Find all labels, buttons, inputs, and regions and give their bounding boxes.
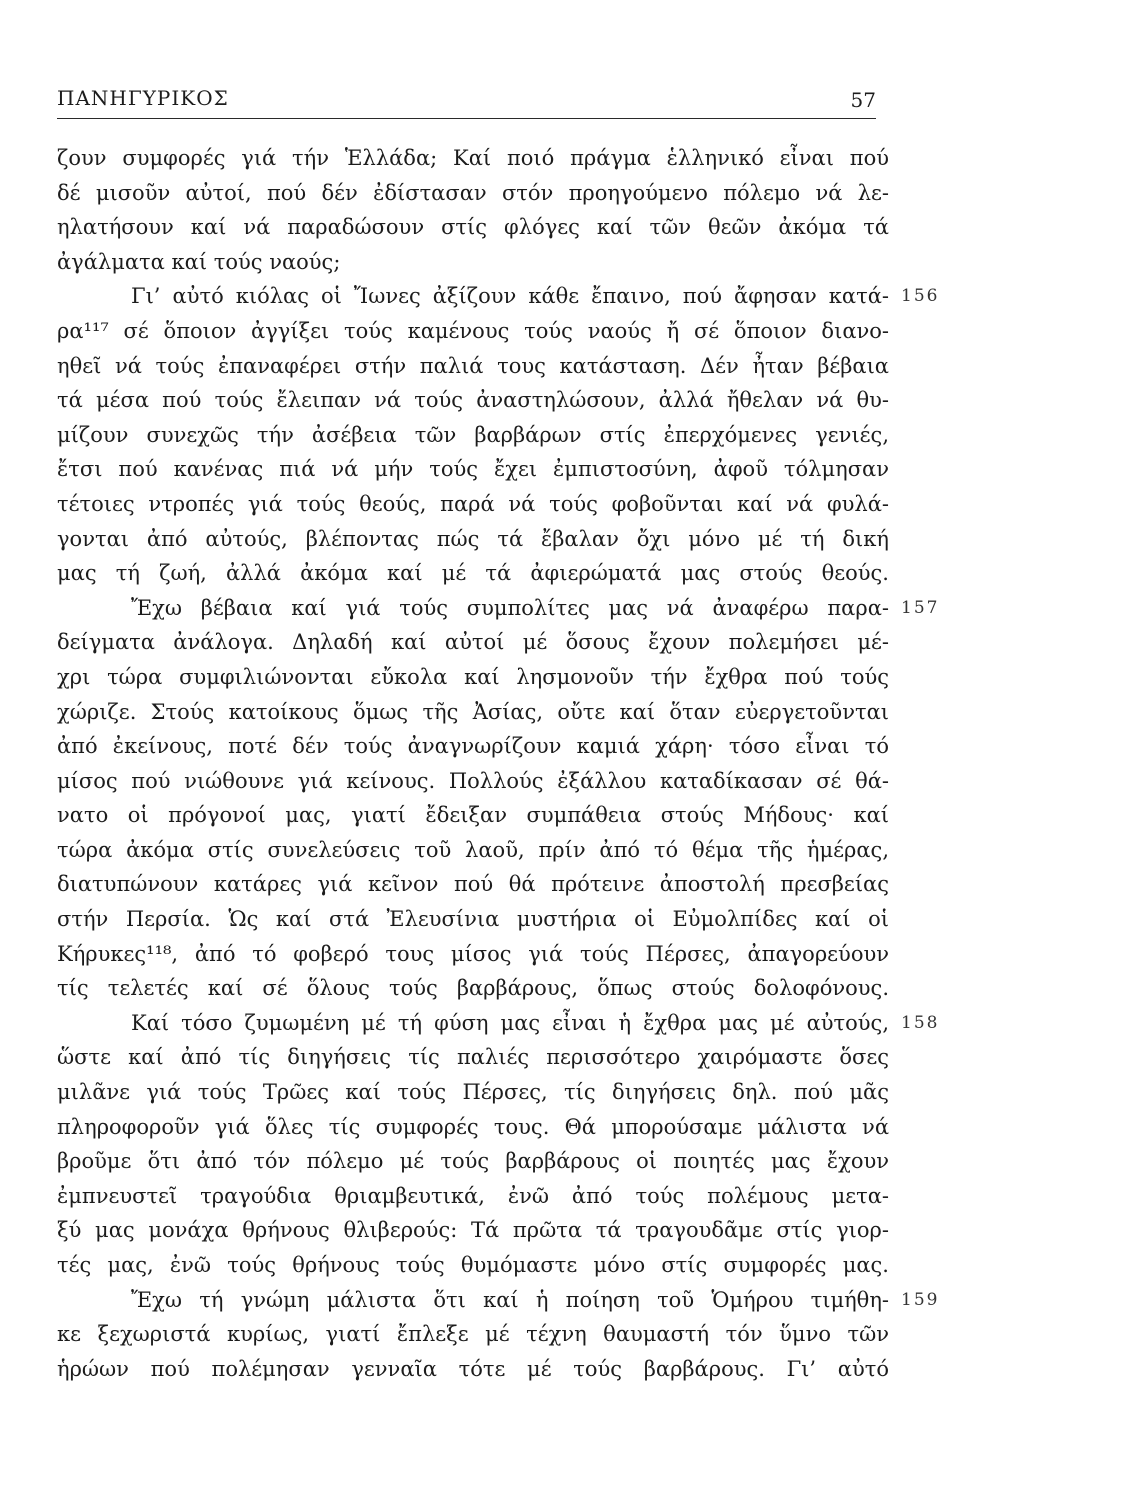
line-text: τέτοιες ντροπές γιά τούς θεούς, παρά νά τούς φοβοῦνται καί νά φυλά- [57, 491, 889, 516]
line-text: μίζουν συνεχῶς τήν ἀσέβεια τῶν βαρβάρων στίς ἐπερχόμενες γενιές, [57, 422, 889, 447]
text-line [57, 383, 889, 418]
text-line [57, 314, 889, 349]
line-text: ηλατήσουν καί νά παραδώσουν στίς φλόγες καί τῶν θεῶν ἀκόμα τά [57, 215, 889, 240]
line-text: χρι τώρα συμφιλιώνονται εὔκολα καί λησμονοῦν τήν ἔχθρα πού τούς [57, 664, 889, 689]
line-text: Κήρυκες¹¹⁸, ἀπό τό φοβερό τους μίσος γιά τούς Πέρσες, ἀπαγορεύουν [57, 941, 889, 966]
line-text: ρα¹¹⁷ σέ ὅποιον ἀγγίξει τούς καμένους τούς ναούς ἤ σέ ὅποιον διανο- [57, 318, 889, 343]
line-text: ἐμπνευστεῖ τραγούδια θριαμβευτικά, ἐνῶ ἀπό τούς πολέμους μετα- [57, 1183, 889, 1208]
text-line [57, 625, 889, 660]
line-text: ἔτσι πού κανένας πιά νά μήν τούς ἔχει ἐμπιστοσύνη, ἀφοῦ τόλμησαν [57, 457, 889, 482]
text-line [57, 418, 889, 453]
line-text: ὥστε καί ἀπό τίς διηγήσεις τίς παλιές περισσότερο χαιρόμαστε ὅσες [57, 1045, 889, 1070]
text-line [57, 1110, 889, 1145]
line-text: ξύ μας μονάχα θρήνους θλιβερούς: Τά πρῶτα τά τραγουδᾶμε στίς γιορ- [57, 1218, 889, 1243]
text-line [57, 902, 889, 937]
text-line [57, 867, 889, 902]
line-text: Καί τόσο ζυμωμένη μέ τή φύση μας εἶναι ἡ ἔχθρα μας μέ αὐτούς, [131, 1010, 889, 1035]
line-text: Ἔχω τή γνώμη μάλιστα ὅτι καί ἡ ποίηση τοῦ Ὁμήρου τιμήθη- [131, 1287, 889, 1312]
text-line [57, 452, 889, 487]
section-number: 156 [901, 286, 940, 307]
text-line [57, 1317, 889, 1352]
text-line [57, 1040, 889, 1075]
section-number: 158 [901, 1012, 940, 1033]
text-line [57, 660, 889, 695]
line-text: μίσος πού νιώθουνε γιά κείνους. Πολλούς ἐξάλλου καταδίκασαν σέ θά- [57, 768, 889, 793]
text-line [57, 1006, 940, 1041]
text-line [57, 1075, 889, 1110]
text-line [57, 556, 889, 591]
line-text: Ἔχω βέβαια καί γιά τούς συμπολίτες μας νά ἀναφέρω παρα- [131, 595, 889, 620]
text-line [57, 349, 889, 384]
text-line [57, 245, 889, 280]
line-text: χώριζε. Στούς κατοίκους ὅμως τῆς Ἀσίας, οὔτε καί ὅταν εὐεργετοῦνται [57, 699, 889, 724]
running-title: ΠΑΝΗΓΥΡΙΚΟΣ [57, 86, 229, 110]
text-line [57, 1283, 940, 1318]
line-text: πληροφοροῦν γιά ὅλες τίς συμφορές τους. Θά μπορούσαμε μάλιστα νά [57, 1114, 889, 1139]
line-text: τώρα ἀκόμα στίς συνελεύσεις τοῦ λαοῦ, πρίν ἀπό τό θέμα τῆς ἡμέρας, [57, 837, 889, 862]
line-text: ζουν συμφορές γιά τήν Ἑλλάδα; Καί ποιό πράγμα ἑλληνικό εἶναι πού [57, 146, 889, 170]
section-number: 157 [901, 597, 940, 618]
line-text: ηθεῖ νά τούς ἐπαναφέρει στήν παλιά τους κατάσταση. Δέν ἦταν βέβαια [57, 353, 889, 378]
text-line [57, 971, 889, 1006]
line-text: νατο οἱ πρόγονοί μας, γιατί ἔδειξαν συμπάθεια στούς Μήδους· καί [57, 803, 889, 828]
text-line [57, 833, 889, 868]
text-line [57, 279, 940, 314]
text-line [57, 141, 889, 176]
line-text: στήν Περσία. Ὡς καί στά Ἐλευσίνια μυστήρια οἱ Εὐμολπίδες καί οἱ [57, 907, 889, 932]
text-line [57, 798, 889, 833]
header-rule [57, 118, 876, 119]
text-line [57, 176, 889, 211]
line-text: βροῦμε ὅτι ἀπό τόν πόλεμο μέ τούς βαρβάρους οἱ ποιητές μας ἔχουν [57, 1149, 889, 1174]
text-line [57, 937, 889, 972]
body-text [57, 141, 940, 1386]
text-line [57, 1144, 889, 1179]
text-line [57, 1352, 889, 1387]
line-text: μας τή ζωή, ἀλλά ἀκόμα καί μέ τά ἀφιερώματά μας στούς θεούς. [57, 561, 889, 586]
line-text: δέ μισοῦν αὐτοί, πού δέν ἐδίστασαν στόν προηγούμενο πόλεμο νά λε- [57, 180, 889, 205]
line-text: τά μέσα πού τούς ἔλειπαν νά τούς ἀναστηλώσουν, ἀλλά ἤθελαν νά θυ- [57, 388, 889, 413]
line-text: τές μας, ἐνῶ τούς θρήνους τούς θυμόμαστε μόνο στίς συμφορές μας. [57, 1253, 889, 1277]
text-line [57, 695, 889, 730]
line-text: γονται ἀπό αὐτούς, βλέποντας πώς τά ἔβαλαν ὄχι μόνο μέ τή δική [57, 526, 889, 551]
text-line [57, 487, 889, 522]
text-line [57, 764, 889, 799]
text-line [57, 1179, 889, 1214]
line-text: ἀπό ἐκείνους, ποτέ δέν τούς ἀναγνωρίζουν καμιά χάρη· τόσο εἶναι τό [57, 734, 889, 759]
text-line [57, 522, 889, 557]
line-text: Γι’ αὐτό κιόλας οἱ Ἴωνες ἀξίζουν κάθε ἔπαινο, πού ἄφησαν κατά- [131, 284, 889, 309]
text-line [57, 729, 889, 764]
text-line [57, 591, 940, 626]
text-line [57, 210, 889, 245]
line-text: ἀγάλματα καί τούς ναούς; [57, 249, 341, 274]
line-text: μιλᾶνε γιά τούς Τρῶες καί τούς Πέρσες, τίς διηγήσεις δηλ. πού μᾶς [57, 1080, 889, 1105]
running-header [57, 86, 876, 114]
text-line [57, 1213, 889, 1248]
line-text: διατυπώνουν κατάρες γιά κεῖνον πού θά πρότεινε ἀποστολή πρεσβείας [57, 872, 889, 897]
text-line [57, 1248, 889, 1283]
line-text: ἡρώων πού πολέμησαν γενναῖα τότε μέ τούς βαρβάρους. Γι’ αὐτό [57, 1356, 889, 1381]
line-text: τίς τελετές καί σέ ὅλους τούς βαρβάρους, ὅπως στούς δολοφόνους. [57, 976, 889, 1001]
line-text: δείγματα ἀνάλογα. Δηλαδή καί αὐτοί μέ ὅσους ἔχουν πολεμήσει μέ- [57, 630, 889, 655]
section-number: 159 [901, 1289, 940, 1310]
line-text: κε ξεχωριστά κυρίως, γιατί ἔπλεξε μέ τέχνη θαυμαστή τόν ὕμνο τῶν [57, 1322, 889, 1347]
page-number: 57 [850, 88, 876, 112]
